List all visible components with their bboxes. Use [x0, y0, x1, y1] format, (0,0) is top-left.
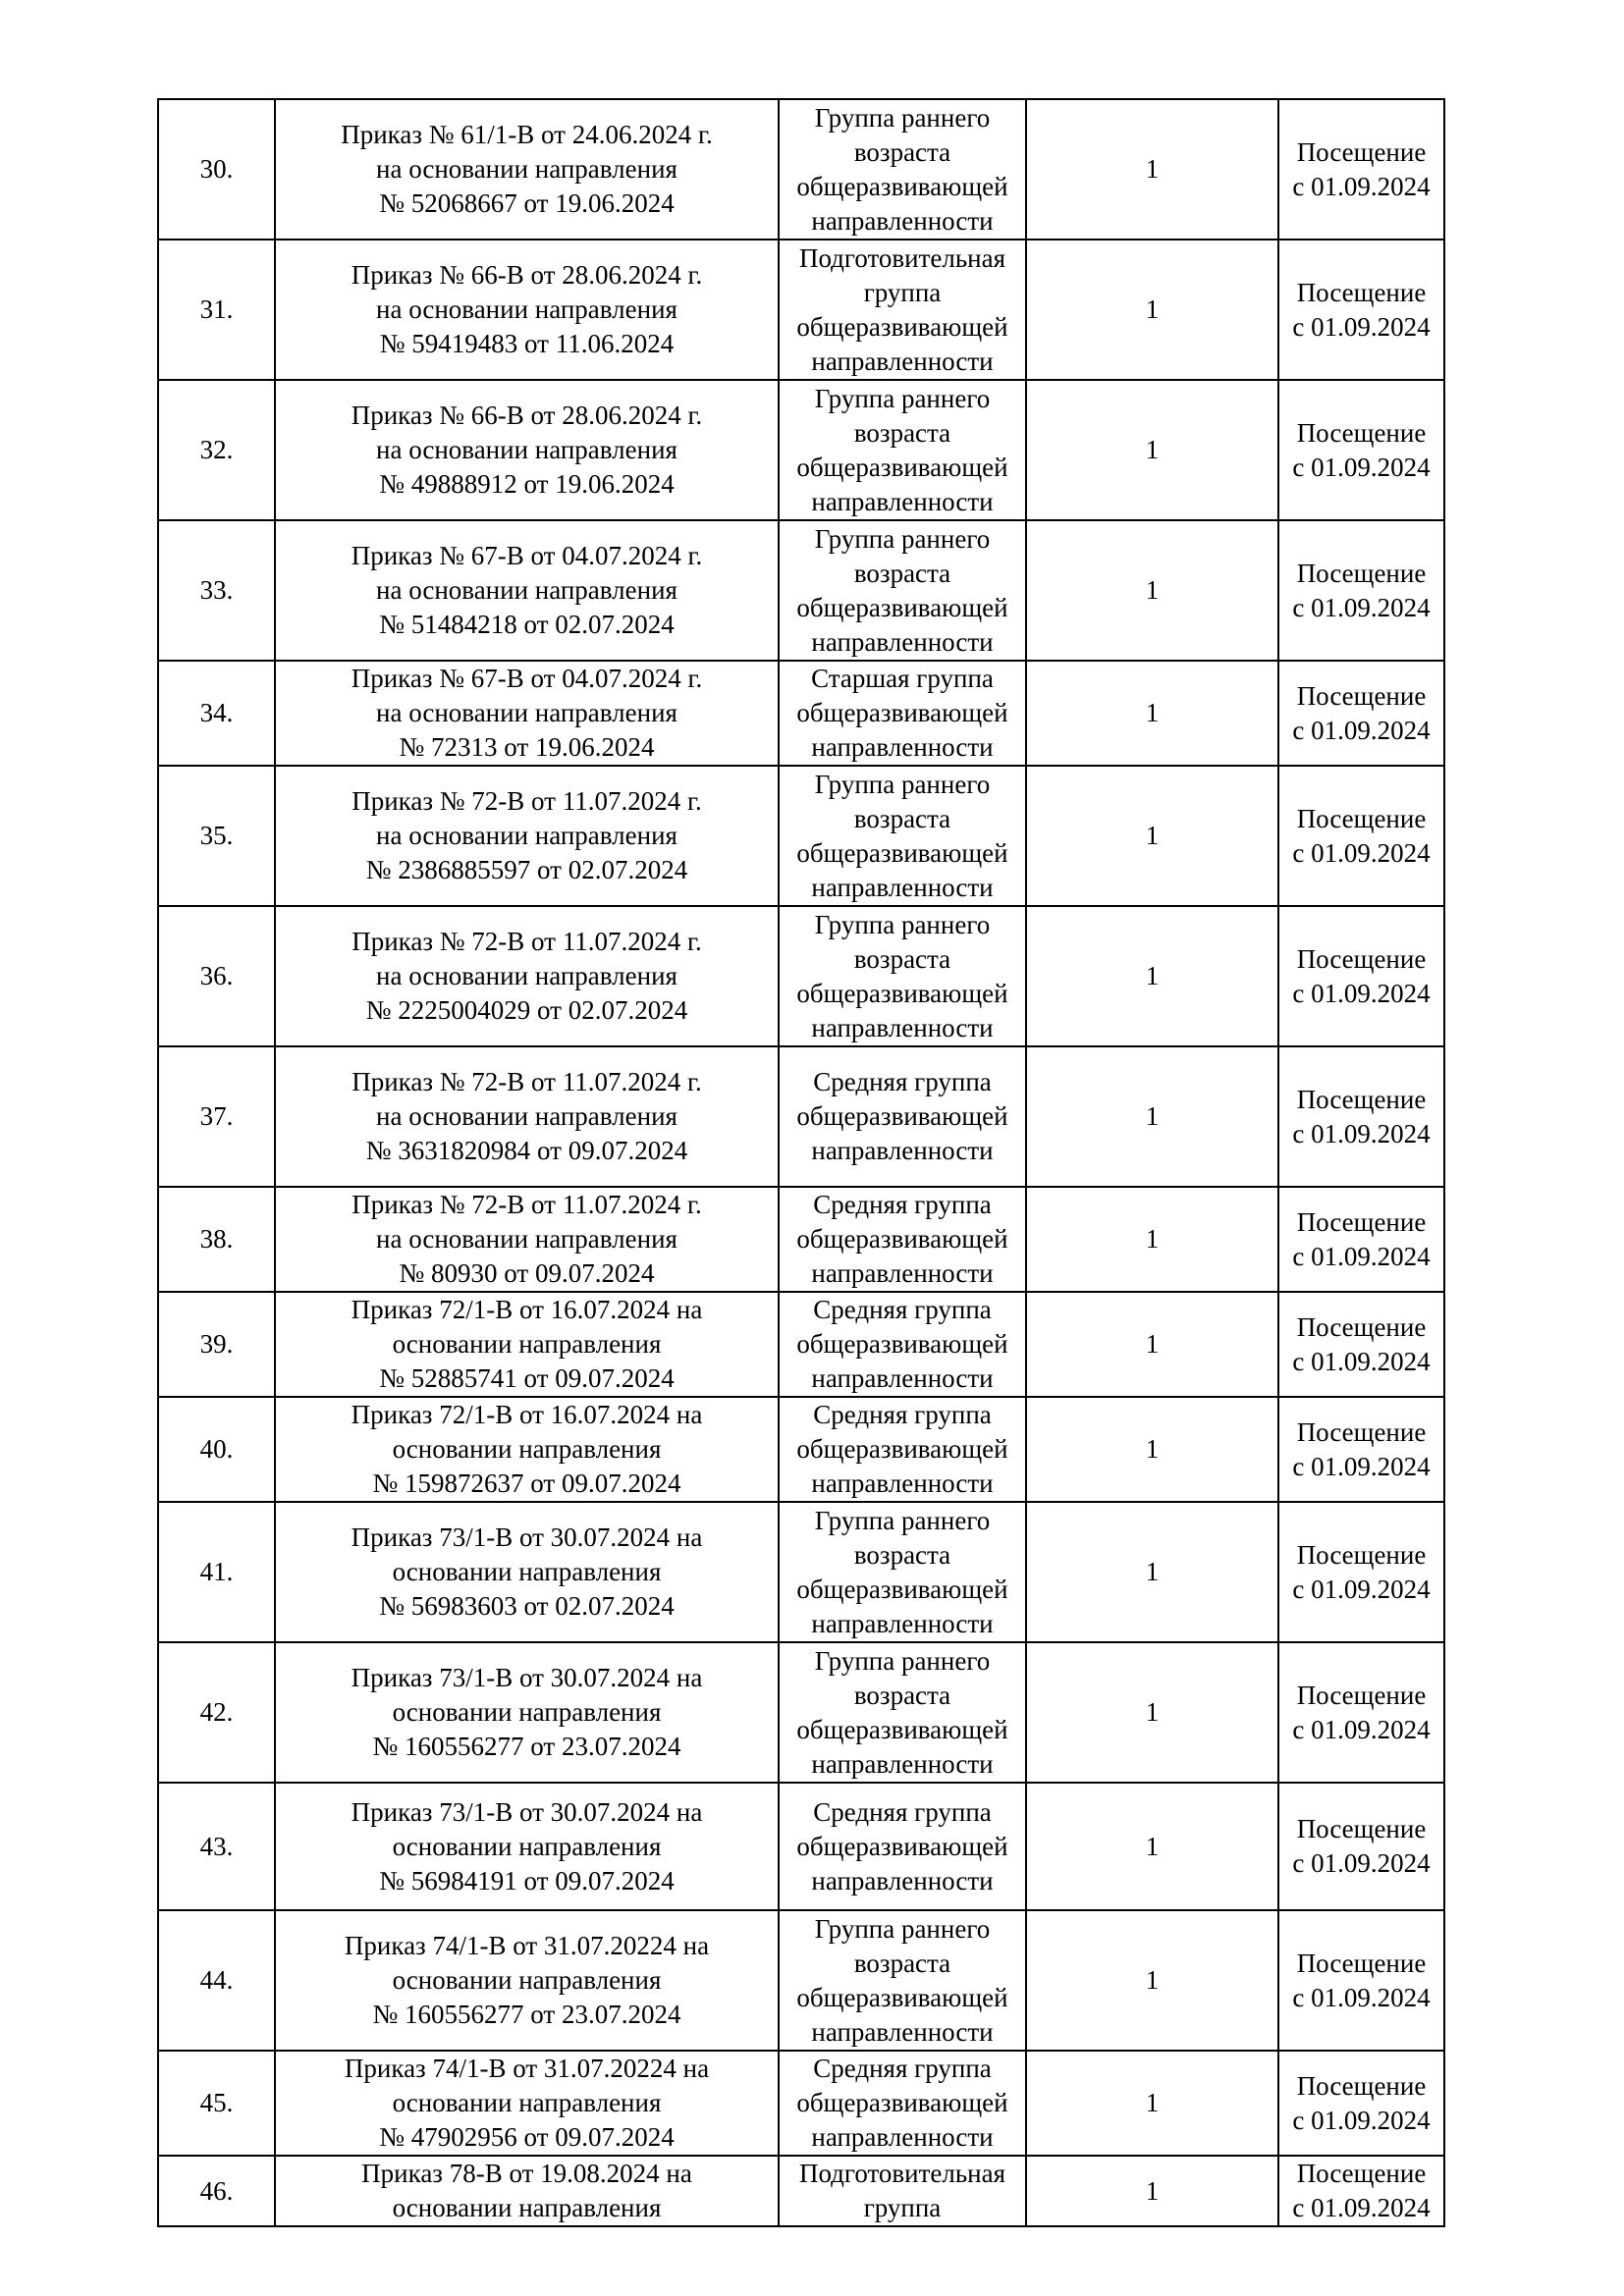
- order-cell: Приказ 72/1-В от 16.07.2024 на основании направления № 52885741 от 09.07.2024: [275, 1292, 779, 1397]
- group-cell: Группа раннего возраста общеразвивающей направленности: [779, 520, 1026, 661]
- group-cell: Средняя группа общеразвивающей направленности: [779, 1292, 1026, 1397]
- group-cell: Средняя группа общеразвивающей направленности: [779, 1187, 1026, 1292]
- table-row: [158, 2156, 1444, 2226]
- row-number-cell: 34.: [158, 661, 275, 766]
- enrollment-table: [157, 98, 1445, 2227]
- order-cell: Приказ 73/1-В от 30.07.2024 на основании направления № 160556277 от 23.07.2024: [275, 1642, 779, 1783]
- table-row: [158, 240, 1444, 380]
- row-number-cell: 31.: [158, 240, 275, 380]
- row-number-cell: 43.: [158, 1783, 275, 1910]
- table-row: [158, 99, 1444, 240]
- order-cell: Приказ № 66-В от 28.06.2024 г. на основании направления № 49888912 от 19.06.2024: [275, 380, 779, 520]
- status-cell: Посещение с 01.09.2024: [1278, 906, 1444, 1046]
- row-number-cell: 37.: [158, 1046, 275, 1187]
- status-cell: Посещение с 01.09.2024: [1278, 240, 1444, 380]
- table-row: [158, 906, 1444, 1046]
- table-row: [158, 1397, 1444, 1502]
- order-cell: Приказ 72/1-В от 16.07.2024 на основании направления № 159872637 от 09.07.2024: [275, 1397, 779, 1502]
- count-cell: 1: [1026, 1187, 1278, 1292]
- order-cell: Приказ 74/1-В от 31.07.20224 на основании направления № 47902956 от 09.07.2024: [275, 2051, 779, 2156]
- order-cell: Приказ № 61/1-В от 24.06.2024 г. на основании направления № 52068667 от 19.06.2024: [275, 99, 779, 240]
- count-cell: 1: [1026, 1397, 1278, 1502]
- status-cell: Посещение с 01.09.2024: [1278, 2156, 1444, 2226]
- row-number-cell: 44.: [158, 1910, 275, 2051]
- table-row: [158, 1642, 1444, 1783]
- table-row: [158, 1910, 1444, 2051]
- count-cell: 1: [1026, 766, 1278, 906]
- group-cell: Подготовительная группа: [779, 2156, 1026, 2226]
- order-cell: Приказ № 66-В от 28.06.2024 г. на основании направления № 59419483 от 11.06.2024: [275, 240, 779, 380]
- count-cell: 1: [1026, 1046, 1278, 1187]
- status-cell: Посещение с 01.09.2024: [1278, 1397, 1444, 1502]
- count-cell: 1: [1026, 1502, 1278, 1642]
- group-cell: Средняя группа общеразвивающей направленности: [779, 1783, 1026, 1910]
- group-cell: Группа раннего возраста общеразвивающей направленности: [779, 380, 1026, 520]
- order-cell: Приказ № 72-В от 11.07.2024 г. на основании направления № 3631820984 от 09.07.2024: [275, 1046, 779, 1187]
- group-cell: Старшая группа общеразвивающей направленности: [779, 661, 1026, 766]
- row-number-cell: 33.: [158, 520, 275, 661]
- group-cell: Средняя группа общеразвивающей направленности: [779, 1397, 1026, 1502]
- order-cell: Приказ 74/1-В от 31.07.20224 на основании направления № 160556277 от 23.07.2024: [275, 1910, 779, 2051]
- table-row: [158, 1783, 1444, 1910]
- group-cell: Группа раннего возраста общеразвивающей направленности: [779, 99, 1026, 240]
- row-number-cell: 42.: [158, 1642, 275, 1783]
- status-cell: Посещение с 01.09.2024: [1278, 99, 1444, 240]
- table-row: [158, 1502, 1444, 1642]
- count-cell: 1: [1026, 2051, 1278, 2156]
- status-cell: Посещение с 01.09.2024: [1278, 1292, 1444, 1397]
- row-number-cell: 36.: [158, 906, 275, 1046]
- status-cell: Посещение с 01.09.2024: [1278, 380, 1444, 520]
- table-row: [158, 766, 1444, 906]
- group-cell: Подготовительная группа общеразвивающей направленности: [779, 240, 1026, 380]
- order-cell: Приказ 73/1-В от 30.07.2024 на основании направления № 56984191 от 09.07.2024: [275, 1783, 779, 1910]
- status-cell: Посещение с 01.09.2024: [1278, 2051, 1444, 2156]
- group-cell: Группа раннего возраста общеразвивающей направленности: [779, 766, 1026, 906]
- count-cell: 1: [1026, 2156, 1278, 2226]
- status-cell: Посещение с 01.09.2024: [1278, 1910, 1444, 2051]
- order-cell: Приказ 78-В от 19.08.2024 на основании направления: [275, 2156, 779, 2226]
- table-row: [158, 1292, 1444, 1397]
- status-cell: Посещение с 01.09.2024: [1278, 766, 1444, 906]
- order-cell: Приказ № 72-В от 11.07.2024 г. на основании направления № 80930 от 09.07.2024: [275, 1187, 779, 1292]
- group-cell: Группа раннего возраста общеразвивающей направленности: [779, 906, 1026, 1046]
- status-cell: Посещение с 01.09.2024: [1278, 1502, 1444, 1642]
- status-cell: Посещение с 01.09.2024: [1278, 520, 1444, 661]
- count-cell: 1: [1026, 520, 1278, 661]
- table-row: [158, 1187, 1444, 1292]
- row-number-cell: 35.: [158, 766, 275, 906]
- status-cell: Посещение с 01.09.2024: [1278, 1642, 1444, 1783]
- order-cell: Приказ № 67-В от 04.07.2024 г. на основании направления № 51484218 от 02.07.2024: [275, 520, 779, 661]
- group-cell: Средняя группа общеразвивающей направленности: [779, 1046, 1026, 1187]
- count-cell: 1: [1026, 1642, 1278, 1783]
- row-number-cell: 41.: [158, 1502, 275, 1642]
- row-number-cell: 30.: [158, 99, 275, 240]
- order-cell: Приказ № 72-В от 11.07.2024 г. на основании направления № 2225004029 от 02.07.2024: [275, 906, 779, 1046]
- status-cell: Посещение с 01.09.2024: [1278, 661, 1444, 766]
- row-number-cell: 32.: [158, 380, 275, 520]
- group-cell: Средняя группа общеразвивающей направленности: [779, 2051, 1026, 2156]
- status-cell: Посещение с 01.09.2024: [1278, 1783, 1444, 1910]
- count-cell: 1: [1026, 1783, 1278, 1910]
- table-row: [158, 1046, 1444, 1187]
- row-number-cell: 40.: [158, 1397, 275, 1502]
- count-cell: 1: [1026, 99, 1278, 240]
- group-cell: Группа раннего возраста общеразвивающей направленности: [779, 1502, 1026, 1642]
- order-cell: Приказ № 72-В от 11.07.2024 г. на основании направления № 2386885597 от 02.07.2024: [275, 766, 779, 906]
- table-body: [158, 99, 1444, 2226]
- table-row: [158, 2051, 1444, 2156]
- count-cell: 1: [1026, 240, 1278, 380]
- group-cell: Группа раннего возраста общеразвивающей направленности: [779, 1642, 1026, 1783]
- count-cell: 1: [1026, 661, 1278, 766]
- count-cell: 1: [1026, 1292, 1278, 1397]
- count-cell: 1: [1026, 906, 1278, 1046]
- row-number-cell: 38.: [158, 1187, 275, 1292]
- row-number-cell: 46.: [158, 2156, 275, 2226]
- order-cell: Приказ 73/1-В от 30.07.2024 на основании направления № 56983603 от 02.07.2024: [275, 1502, 779, 1642]
- table-row: [158, 661, 1444, 766]
- order-cell: Приказ № 67-В от 04.07.2024 г. на основании направления № 72313 от 19.06.2024: [275, 661, 779, 766]
- status-cell: Посещение с 01.09.2024: [1278, 1046, 1444, 1187]
- row-number-cell: 39.: [158, 1292, 275, 1397]
- row-number-cell: 45.: [158, 2051, 275, 2156]
- count-cell: 1: [1026, 380, 1278, 520]
- table-row: [158, 380, 1444, 520]
- table-row: [158, 520, 1444, 661]
- count-cell: 1: [1026, 1910, 1278, 2051]
- status-cell: Посещение с 01.09.2024: [1278, 1187, 1444, 1292]
- group-cell: Группа раннего возраста общеразвивающей направленности: [779, 1910, 1026, 2051]
